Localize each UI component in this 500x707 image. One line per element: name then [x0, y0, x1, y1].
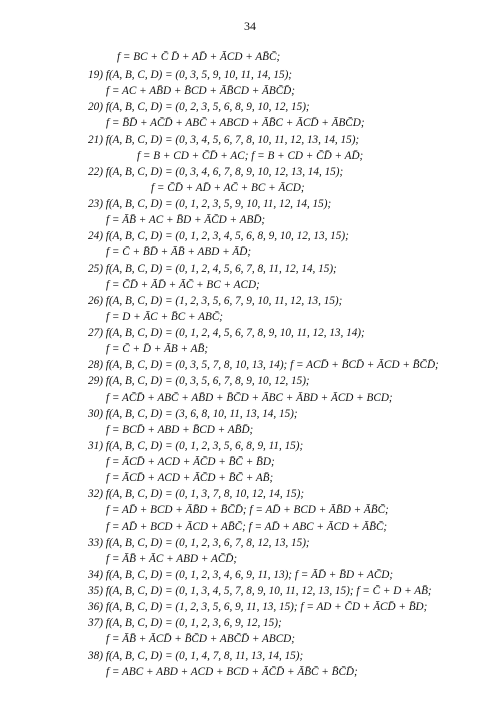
expression-line: f = AC̄D̄ + ABC̄ + AB̄D + B̄C̄D + ĀBC + ĀBD + ĀCD + BCD;: [106, 392, 393, 404]
function-line: 29) f(A, B, C, D) = (0, 3, 5, 6, 7, 8, 9, 10, 12, 15);: [88, 375, 310, 387]
function-line: 19) f(A, B, C, D) = (0, 3, 5, 9, 10, 11, 14, 15);: [88, 69, 293, 81]
expression-line: f = ĀCD̄ + ACD + ĀC̄D + B̄C̄ + B̄D;: [106, 456, 275, 468]
function-line: 26) f(A, B, C, D) = (1, 2, 3, 5, 6, 7, 9, 10, 11, 12, 13, 15);: [88, 295, 343, 307]
function-line: 20) f(A, B, C, D) = (0, 2, 3, 5, 6, 8, 9, 10, 12, 15);: [88, 101, 310, 113]
function-line: 36) f(A, B, C, D) = (1, 2, 3, 5, 6, 9, 11, 13, 15); f = AD + C̄D + ĀCD̄ + B̄D;: [88, 601, 428, 613]
function-line: 25) f(A, B, C, D) = (0, 1, 2, 4, 5, 6, 7, 8, 11, 12, 14, 15);: [88, 263, 337, 275]
function-line: 37) f(A, B, C, D) = (0, 1, 2, 3, 6, 9, 12, 15);: [88, 617, 282, 629]
function-line: 38) f(A, B, C, D) = (0, 1, 4, 7, 8, 11, 13, 14, 15);: [88, 650, 304, 662]
function-line: 27) f(A, B, C, D) = (0, 1, 2, 4, 5, 6, 7, 8, 9, 10, 11, 12, 13, 14);: [88, 327, 365, 339]
expression-line: f = C̄D̄ + AD̄ + AC̄ + BC + ĀCD;: [151, 182, 305, 194]
function-line: 33) f(A, B, C, D) = (0, 1, 2, 3, 6, 7, 8, 12, 13, 15);: [88, 537, 310, 549]
expression-line: f = AC + AB̄D + B̄CD + ĀB̄CD + ĀBC̄D̄;: [106, 85, 295, 97]
function-line: 32) f(A, B, C, D) = (0, 1, 3, 7, 8, 10, 12, 14, 15);: [88, 488, 305, 500]
expression-line: f = ĀCD̄ + ACD + ĀC̄D + B̄C̄ + AB̄;: [106, 472, 274, 484]
function-line: 28) f(A, B, C, D) = (0, 3, 5, 7, 8, 10, 13, 14); f = ACD̄ + B̄CD̄ + ĀCD + B̄C̄D̄;: [88, 359, 439, 371]
expression-line: f = B̄D̄ + AC̄D̄ + ABC̄ + ABCD + ĀB̄C + ĀCD̄ + ĀBC̄D;: [106, 117, 365, 129]
function-line: 22) f(A, B, C, D) = (0, 3, 4, 6, 7, 8, 9, 10, 12, 13, 14, 15);: [88, 166, 344, 178]
expression-line: f = D + ĀC + B̄C + ABC̄;: [106, 311, 224, 323]
expression-line: f = ABC + ABD + ACD + BCD + ĀC̄D̄ + ĀB̄C̄ + B̄C̄D̄;: [106, 666, 358, 678]
function-line: 35) f(A, B, C, D) = (0, 1, 3, 4, 5, 7, 8, 9, 10, 11, 12, 13, 15); f = C̄ + D + AB̄;: [88, 585, 432, 597]
function-line: 24) f(A, B, C, D) = (0, 1, 2, 3, 4, 5, 6, 8, 9, 10, 12, 13, 15);: [88, 230, 349, 242]
expression-line: f = ĀB̄ + AC + B̄D + ĀC̄D + ABD̄;: [106, 214, 266, 226]
expression-line: f = C̄D̄ + ĀD̄ + ĀC̄ + BC + ACD;: [106, 279, 260, 291]
expression-line: f = AD̄ + BCD + ĀCD + AB̄C̄; f = AD̄ + ABC + ĀCD + ĀB̄C̄;: [106, 521, 388, 533]
expression-line: f = BC + C̄ D̄ + AD̄ + ĀCD + AB̄C̄;: [117, 51, 281, 63]
function-line: 21) f(A, B, C, D) = (0, 3, 4, 5, 6, 7, 8, 10, 11, 12, 13, 14, 15);: [88, 134, 360, 146]
expression-line: f = C̄ + B̄D̄ + ĀB̄ + ABD + ĀD̄;: [106, 246, 252, 258]
function-line: 30) f(A, B, C, D) = (3, 6, 8, 10, 11, 13, 14, 15);: [88, 408, 298, 420]
expression-line: f = AD̄ + BCD + ĀB̄D + B̄C̄D̄; f = AD̄ + BCD + ĀB̄D + ĀB̄C̄;: [106, 504, 389, 516]
page-number: 34: [244, 19, 256, 33]
expression-line: f = C̄ + D̄ + ĀB + AB̄;: [106, 343, 209, 355]
expression-line: f = B + CD + C̄D̄ + AC; f = B + CD + C̄D̄ + AD̄;: [137, 150, 364, 162]
expression-line: f = ĀB̄ + ĀCD̄ + B̄C̄D + ABC̄D̄ + ABCD;: [106, 633, 295, 645]
expression-line: f = ĀB̄ + ĀC + ABD + AC̄D̄;: [106, 553, 238, 565]
function-line: 34) f(A, B, C, D) = (0, 1, 2, 3, 4, 6, 9, 11, 13); f = ĀD̄ + B̄D + AC̄D;: [88, 569, 394, 581]
expression-line: f = BCD̄ + ABD + B̄CD + AB̄D̄;: [106, 424, 254, 436]
function-line: 31) f(A, B, C, D) = (0, 1, 2, 3, 5, 6, 8, 9, 11, 15);: [88, 440, 304, 452]
function-line: 23) f(A, B, C, D) = (0, 1, 2, 3, 5, 9, 10, 11, 12, 14, 15);: [88, 198, 332, 210]
